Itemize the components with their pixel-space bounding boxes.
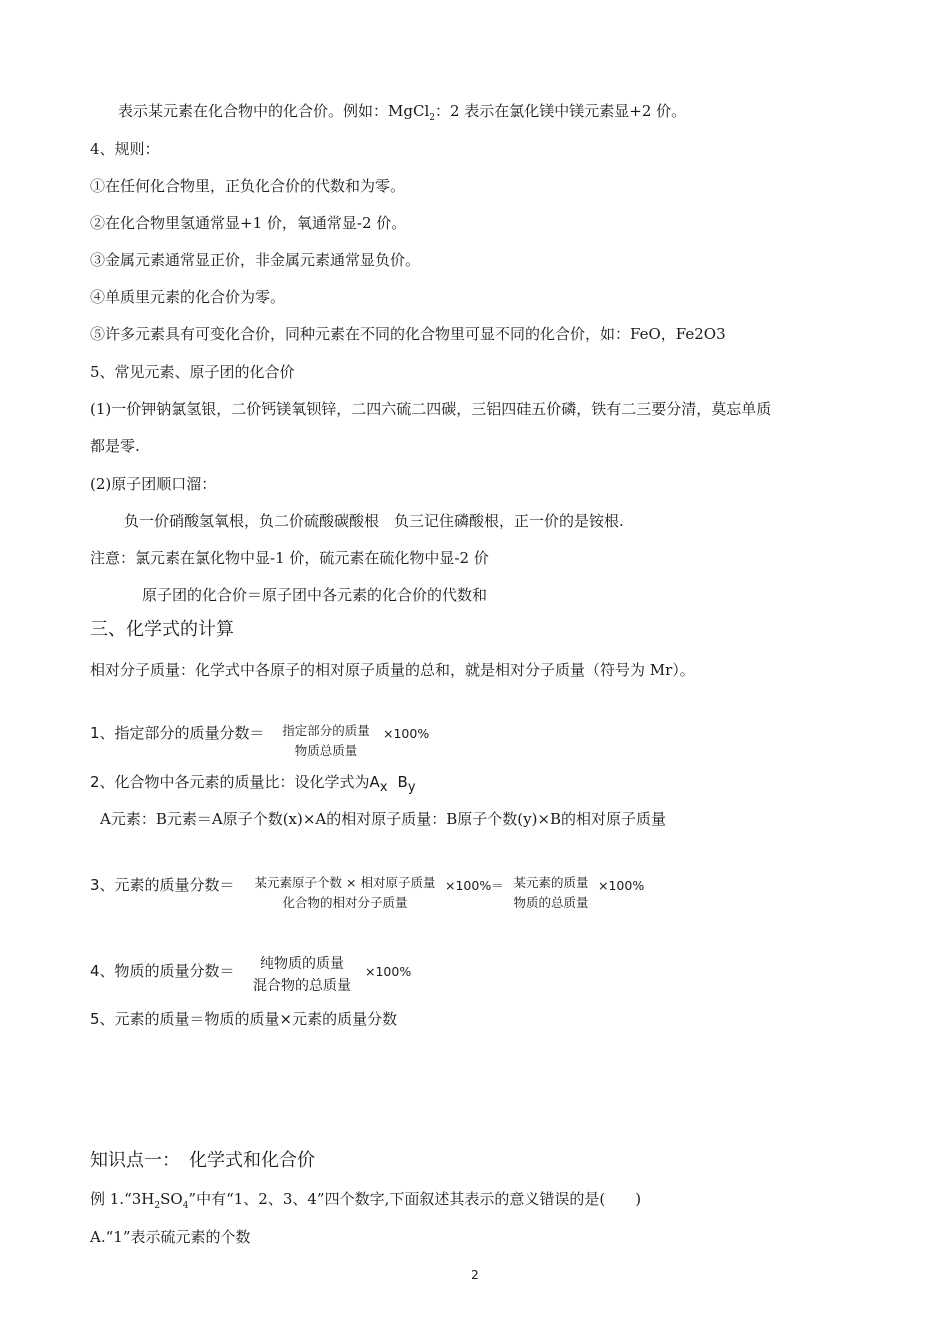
- rules-heading: 4、规则：: [90, 140, 160, 158]
- formula-5: 5、元素的质量＝物质的质量×元素的质量分数: [90, 1010, 398, 1028]
- formula-3-label: 3、元素的质量分数＝: [90, 876, 235, 894]
- page-number: 2: [471, 1268, 479, 1282]
- formula-3-fraction-1: [247, 875, 443, 911]
- rule-4: ④单质里元素的化合价为零。: [90, 288, 286, 306]
- section-3-title: 三、化学式的计算: [90, 619, 234, 640]
- formula-3-fraction-2: [508, 875, 594, 911]
- note-line: 注意：氯元素在氯化物中显-1 价，硫元素在硫化物中显-2 价: [90, 549, 489, 567]
- formula-4-fraction: [244, 955, 360, 995]
- valence-example-line: 表示某元素在化合物中的化合价。例如：MgCl$_2$：2 表示在氯化镁中镁元素显+2 价。: [118, 102, 687, 123]
- formula-4-denominator: 混合物的总质量: [253, 978, 351, 994]
- formula-3-denominator-1: 化合物的相对分子质量: [282, 895, 408, 910]
- rule-5: ⑤许多元素具有可变化合价，同种元素在不同的化合物里可显不同的化合价，如：FeO，Fe2O3: [90, 325, 726, 343]
- mr-definition: 相对分子质量：化学式中各原子的相对原子质量的总和，就是相对分子质量（符号为 Mr）。: [90, 661, 695, 679]
- formula-4-numerator: 纯物质的质量: [260, 956, 344, 972]
- valence-rhyme-1a: (1)一价钾钠氯氢银，二价钙镁氧钡锌，二四六硫二四碳，三铝四硅五价磷，铁有二三要分清，莫忘单质: [90, 400, 772, 418]
- formula-1-numerator: 指定部分的质量: [282, 723, 370, 738]
- valence-rhyme-1b: 都是零.: [90, 437, 140, 455]
- formula-3-numerator-1: 某元素原子个数 × 相对原子质量: [254, 875, 436, 890]
- formula-2-label: 2、化合物中各元素的质量比：设化学式为$A_x$ $B_y$: [90, 773, 416, 795]
- formula-2-body: A元素：B元素＝A原子个数(x)×A的相对原子质量：B原子个数(y)×B的相对原子质量: [100, 810, 667, 828]
- formula-1-fraction: [276, 723, 376, 759]
- radical-rhyme-heading: (2)原子团顺口溜：: [90, 475, 217, 493]
- rule-2: ②在化合物里氢通常显+1 价，氧通常显-2 价。: [90, 214, 407, 232]
- option-a: A.“1”表示硫元素的个数: [90, 1228, 251, 1246]
- formula-3-percent: ×100%: [598, 878, 645, 893]
- radical-rhyme-body: 负一价硝酸氢氧根，负二价硫酸碳酸根 负三记住磷酸根，正一价的是铵根.: [124, 512, 624, 530]
- formula-3-middle: ×100%＝: [445, 878, 504, 893]
- formula-4-percent: ×100%: [365, 964, 412, 979]
- common-valence-heading: 5、常见元素、原子团的化合价: [90, 363, 295, 381]
- rule-3: ③金属元素通常显正价，非金属元素通常显负价。: [90, 251, 421, 269]
- formula-1-denominator: 物质总质量: [294, 743, 358, 758]
- rule-1: ①在任何化合物里，正负化合价的代数和为零。: [90, 177, 406, 195]
- formula-1-percent: ×100%: [383, 726, 430, 741]
- formula-3-numerator-2: 某元素的质量: [513, 875, 589, 890]
- knowledge-point-1: 知识点一： 化学式和化合价: [90, 1150, 315, 1171]
- example-1-question: 例 $1.“3H_2SO_4$”中有“1、2、3、4”四个数字,下面叙述其表示的意义错误的是( ): [90, 1190, 642, 1211]
- formula-1-label: 1、指定部分的质量分数＝: [90, 724, 265, 742]
- note-line-2: 原子团的化合价＝原子团中各元素的化合价的代数和: [142, 586, 488, 604]
- formula-3-denominator-2: 物质的总质量: [513, 895, 589, 910]
- formula-4-label: 4、物质的质量分数＝: [90, 962, 235, 980]
